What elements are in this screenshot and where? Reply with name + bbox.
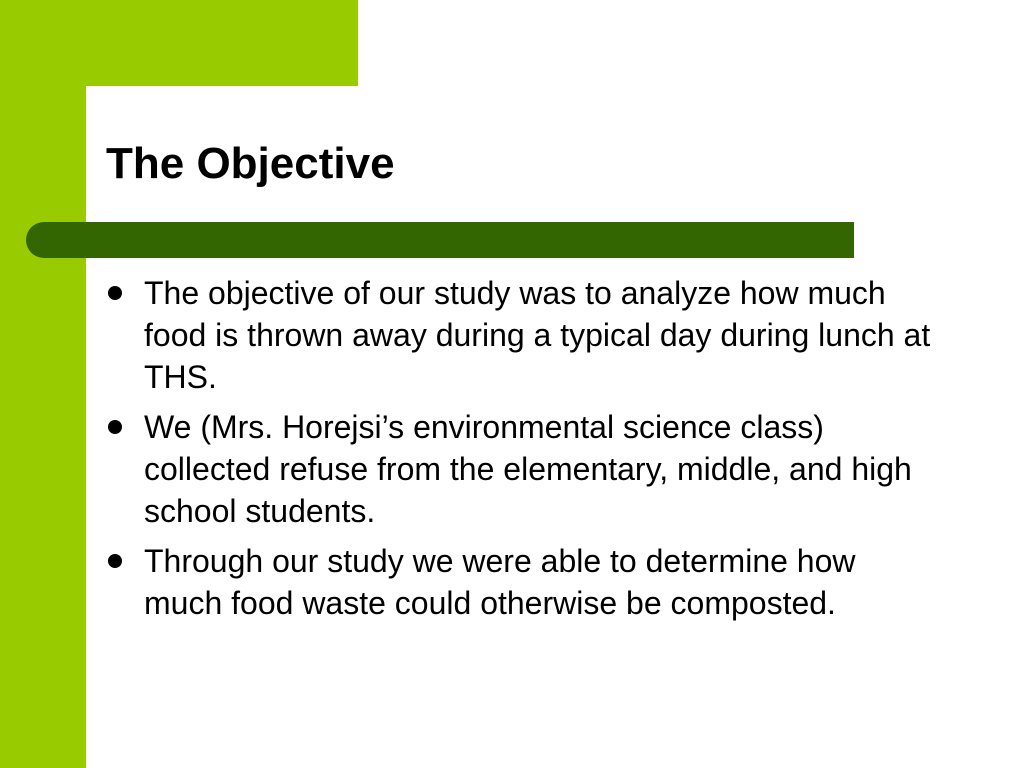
green-accent-bar bbox=[0, 0, 86, 768]
bullet-list bbox=[106, 272, 936, 632]
bullet-item bbox=[106, 406, 936, 532]
bullet-item bbox=[106, 272, 936, 398]
title-divider-bar bbox=[26, 222, 854, 258]
bullet-dot-icon bbox=[108, 554, 122, 568]
bullet-dot-icon bbox=[108, 420, 122, 434]
bullet-text: Through our study we were able to determine how much food waste could otherwise be composted. bbox=[144, 543, 856, 621]
bullet-text: The objective of our study was to analyze how much food is thrown away during a typical day during lunch at THS. bbox=[144, 275, 931, 395]
bullet-dot-icon bbox=[108, 286, 122, 300]
bullet-item bbox=[106, 540, 936, 624]
slide-title: The Objective bbox=[106, 139, 395, 188]
bullet-text: We (Mrs. Horejsi’s environmental science class) collected refuse from the elementary, middle, and high school students. bbox=[144, 409, 912, 529]
green-accent-block bbox=[0, 0, 358, 86]
